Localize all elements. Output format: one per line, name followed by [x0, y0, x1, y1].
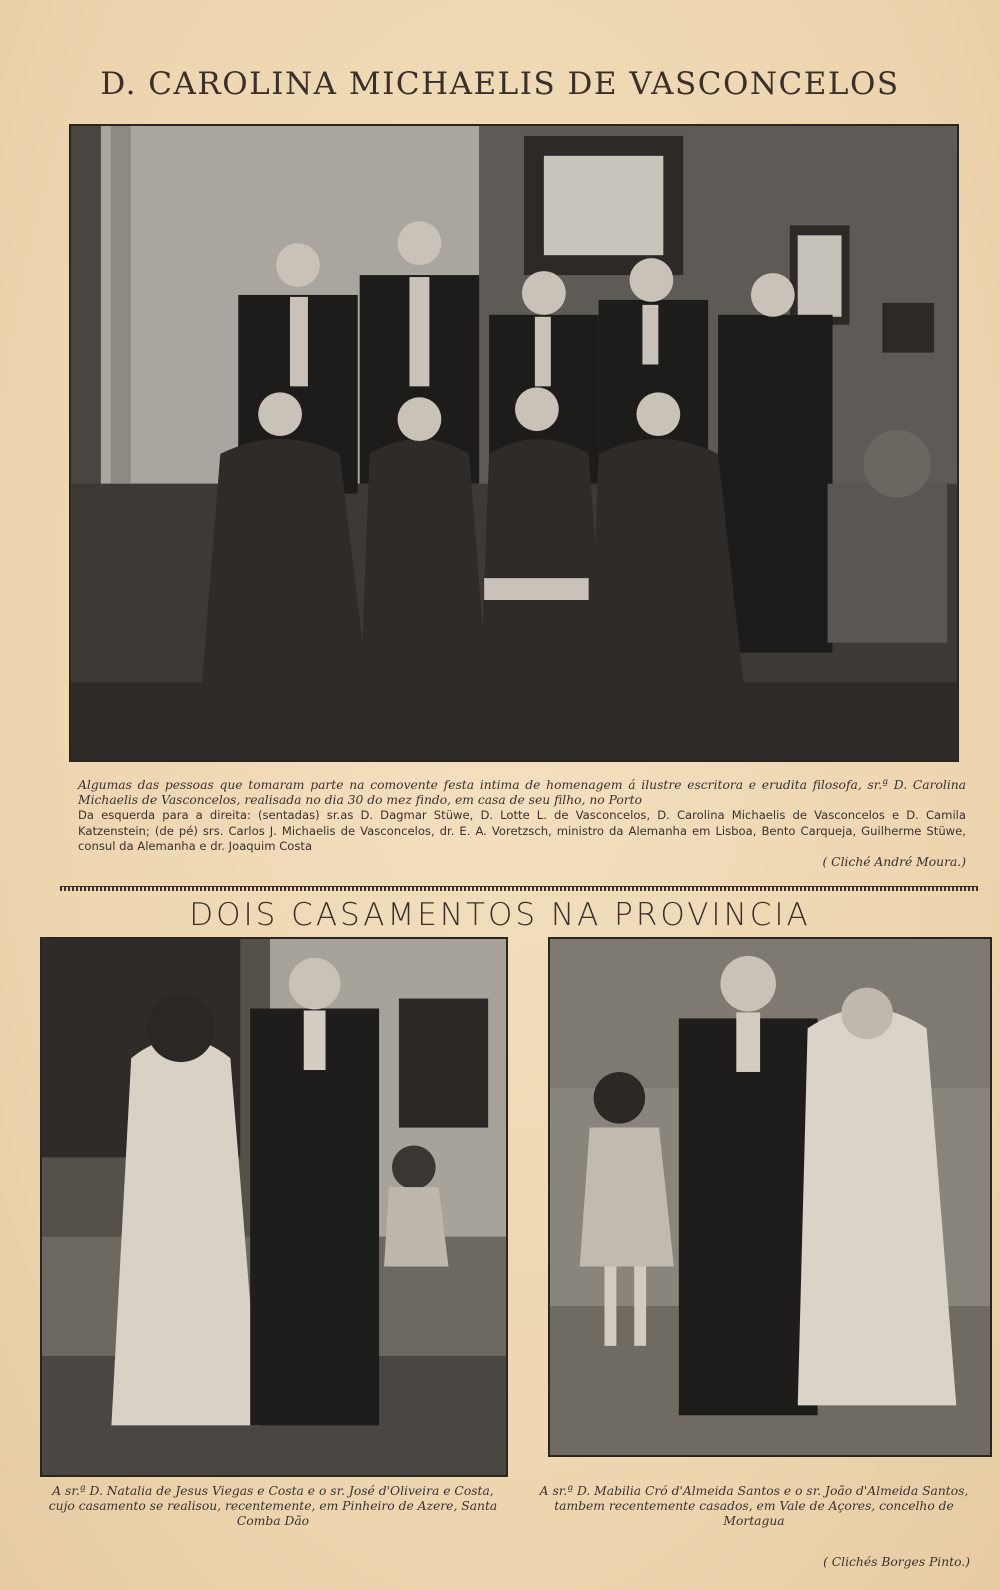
wedding-photos-credit: ( Clichés Borges Pinto.) [823, 1555, 970, 1569]
group-photo [69, 124, 959, 762]
group-photo-caption [78, 778, 966, 870]
caption-intro: Algumas das pessoas que tomaram parte na comovente festa intima de homenagem á ilustre escritora e erudita filosofa, sr.ª D. Carolina Michaelis de Vasconcelos, realisada no dia 30 do mez findo, em casa de seu filho, no Porto [78, 778, 966, 808]
wedding-photo-right [548, 937, 992, 1457]
article-title: D. CAROLINA MICHAELIS DE VASCONCELOS [100, 66, 900, 102]
right-photo-caption: A sr.ª D. Mabilia Cró d'Almeida Santos e o sr. João d'Almeida Santos, tambem recentemente casados, em Vale de Açores, concelho de Mortagua [539, 1484, 969, 1528]
wedding-photo-left [40, 937, 508, 1477]
photo-credit: ( Cliché André Moura.) [822, 855, 966, 870]
section-title: DOIS CASAMENTOS NA PROVINCIA [189, 897, 811, 933]
caption-names: Da esquerda para a direita: (sentadas) sr.as D. Dagmar Stüwe, D. Lotte L. de Vasconcelos, D. Carolina Michaelis de Vasconcelos e D. Camila Katzenstein; (de pé) srs. Carlos J. Michaelis de Vasconcelos, dr. E. A. Voretzsch, ministro da Alemanha em Lisboa, Bento Carqueja, Guilherme Stüwe, consul da Alemanha e dr. Joaquim Costa [78, 808, 966, 853]
section-divider [60, 886, 978, 891]
left-photo-caption: A sr.ª D. Natalia de Jesus Viegas e Costa e o sr. José d'Oliveira e Costa, cujo casamento se realisou, recentemente, em Pinheiro de Azere, Santa Comba Dão [48, 1484, 498, 1528]
